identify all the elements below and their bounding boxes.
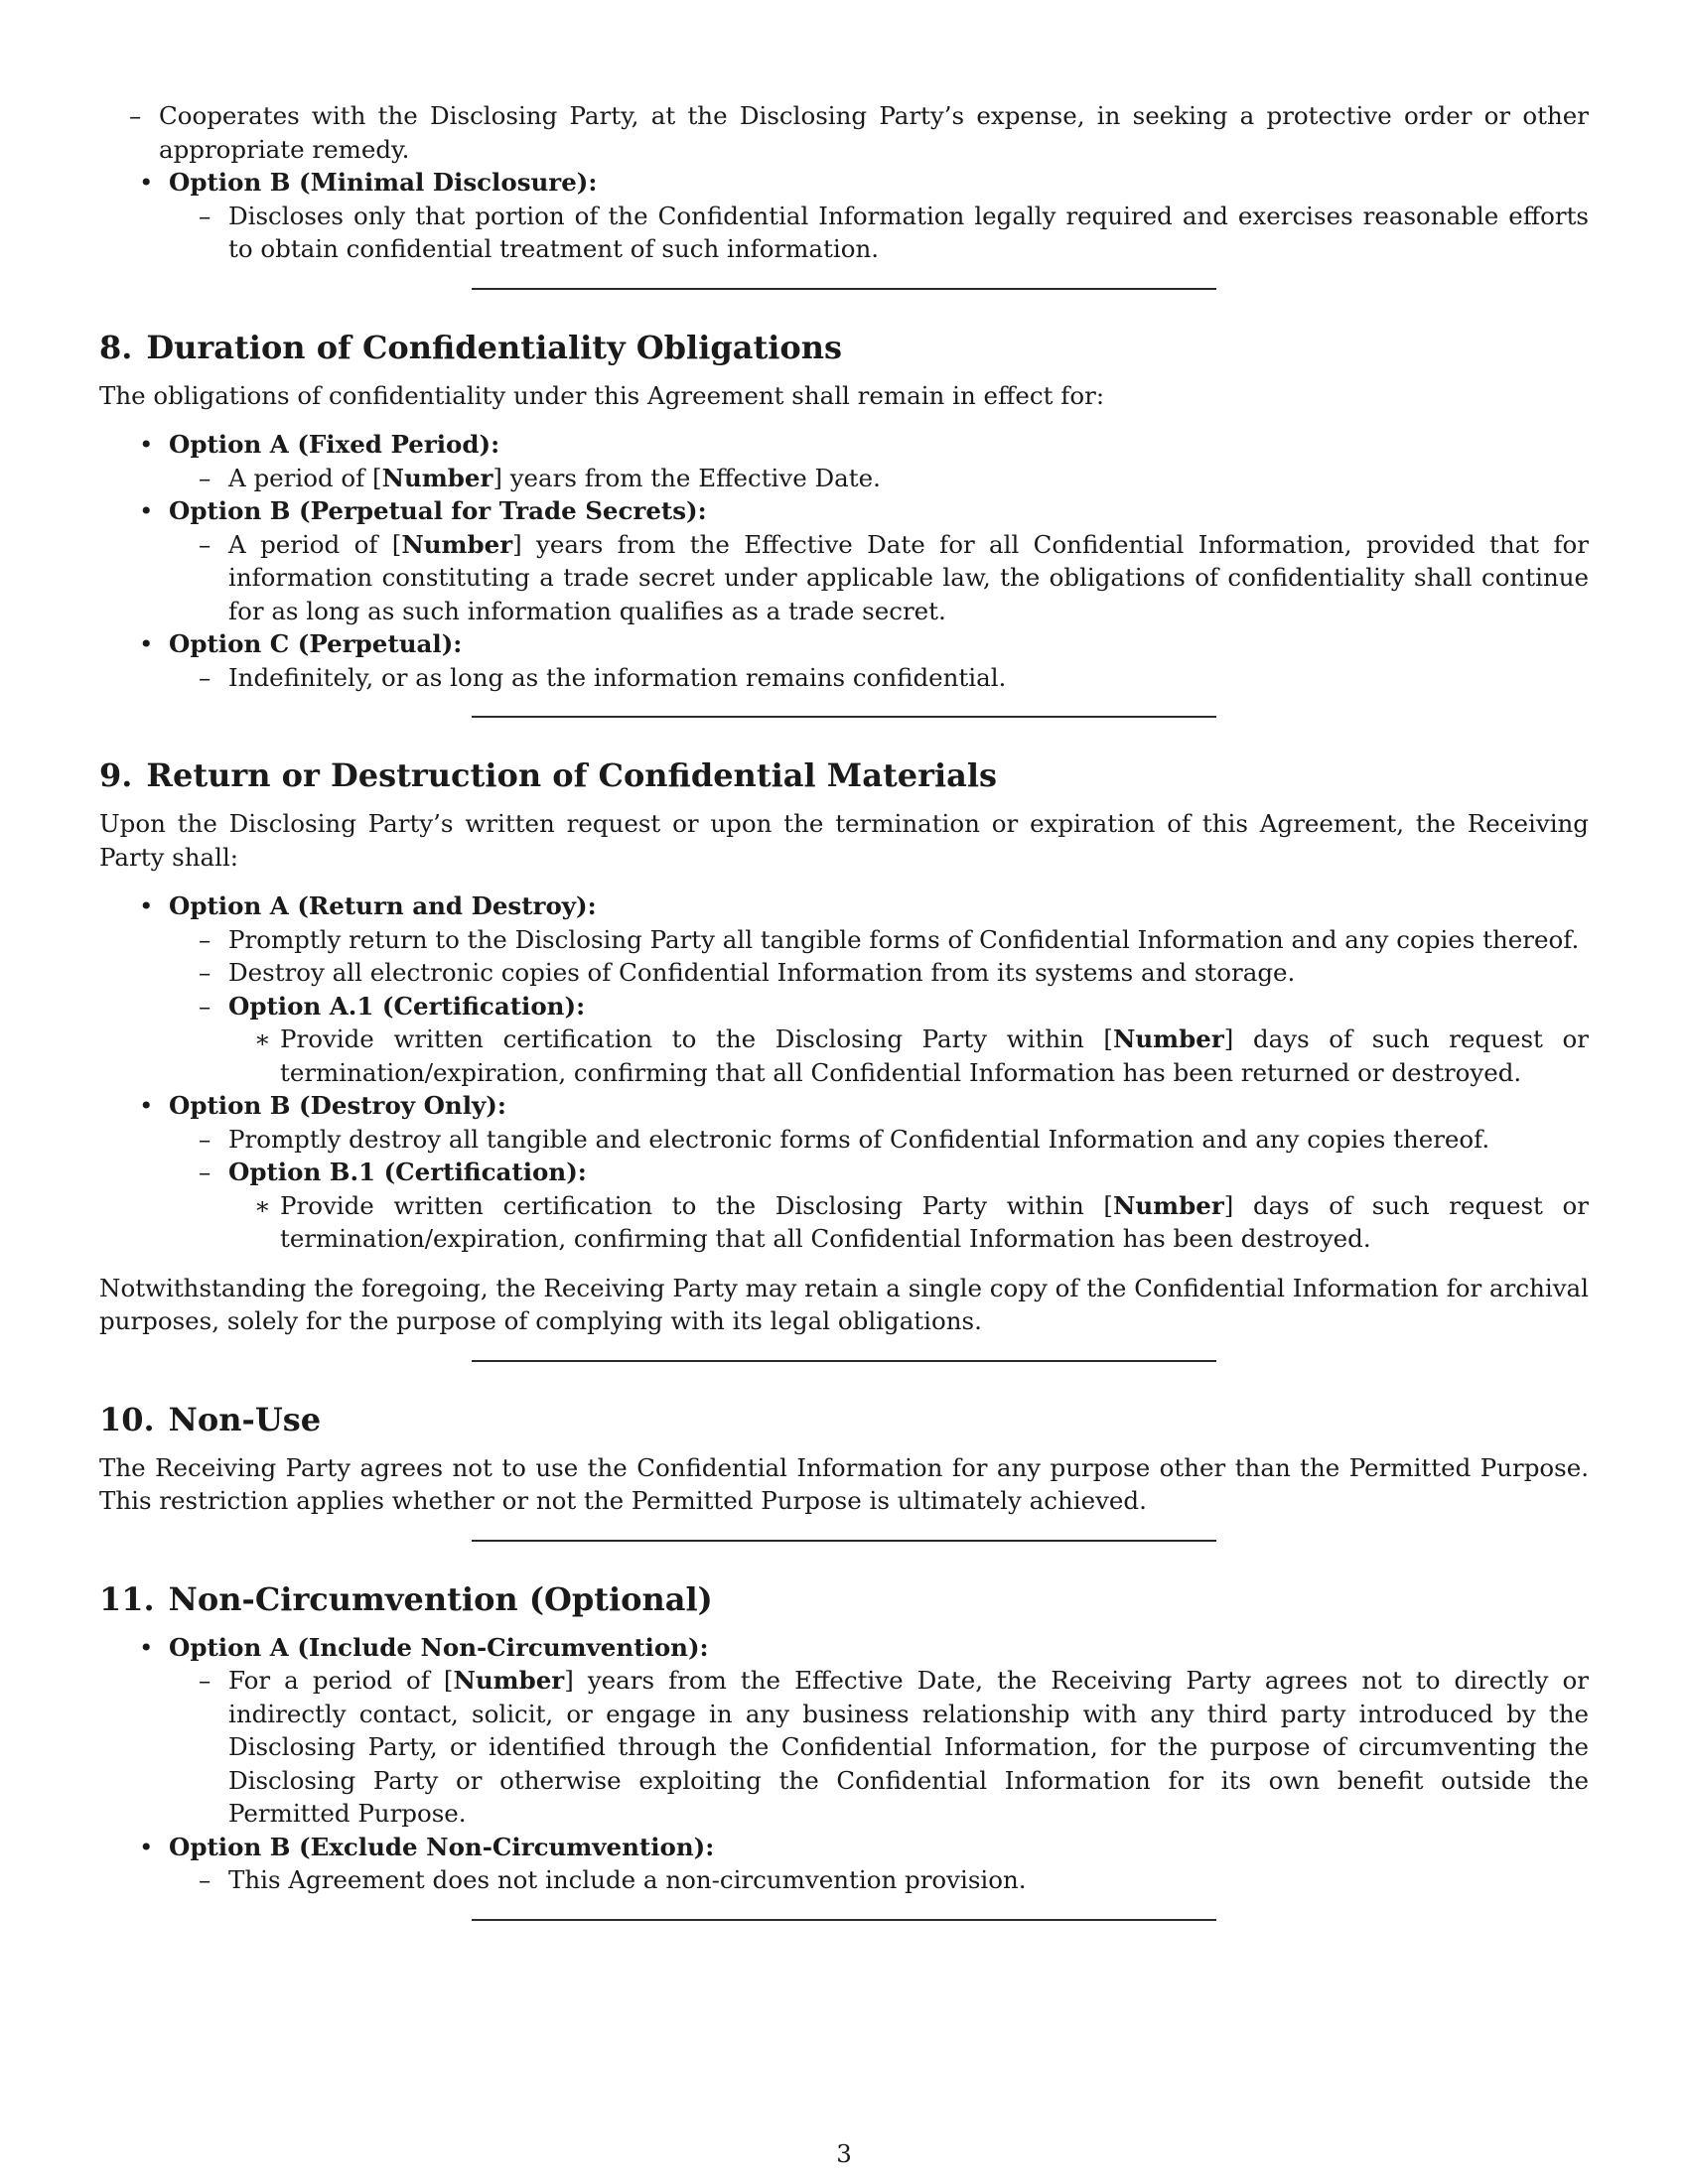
list-item [99, 1831, 1589, 1897]
list-item [99, 428, 1589, 494]
option-label: Option B (Perpetual for Trade Secrets): [169, 496, 707, 525]
section-divider [472, 716, 1216, 718]
list-item: – Indefinitely, or as long as the information remains confidential. [169, 661, 1589, 695]
section-divider [472, 1919, 1216, 1921]
list-item: – Destroy all electronic copies of Confidential Information from its systems and storage. [169, 956, 1589, 990]
section-closing: Notwithstanding the foregoing, the Receiving Party may retain a single copy of the Confidential Information for archival purposes, solely for the purpose of complying with its legal obligations. [99, 1273, 1589, 1335]
list-item [99, 627, 1589, 694]
placeholder: Number [1112, 1024, 1224, 1053]
list-item [99, 494, 1589, 627]
section-heading: 8. Duration of Confidentiality Obligations [99, 328, 843, 366]
intro-sublist [99, 99, 1589, 166]
list-item: – This Agreement does not include a non-circumvention provision. [169, 1863, 1589, 1897]
section-divider [472, 1540, 1216, 1542]
list-item [99, 889, 1589, 1089]
placeholder: Number [1112, 1190, 1224, 1220]
section-text: The Receiving Party agrees not to use the Confidential Information for any purpose other than the Permitted Purpose. This restriction applies whether or not the Permitted Purpose is ultimately achieved. [99, 1452, 1589, 1515]
list-item: ∗ Provide written certification to the Disclosing Party within [Number] days of such request or termination/expiration, confirming that all Confidential Information has been destroyed. [228, 1189, 1589, 1256]
list-item: – Promptly destroy all tangible and electronic forms of Confidential Information and any copies thereof. [169, 1123, 1589, 1157]
list-item: – A period of [Number] years from the Effective Date for all Confidential Information, provided that for information constituting a trade secret under applicable law, the obligations of confidentiality shall continue for as long as such information qualifies as a trade secret. [169, 528, 1589, 628]
intro-option-list [99, 166, 1589, 266]
section-intro: Upon the Disclosing Party’s written request or upon the termination or expiration of this Agreement, the Receiving Party shall: [99, 809, 1589, 872]
list-item: – Promptly return to the Disclosing Party all tangible forms of Confidential Information and any copies thereof. [169, 923, 1589, 957]
section-divider [472, 288, 1216, 290]
option-label: Option A (Include Non-Circumvention): [169, 1632, 709, 1662]
section-divider [472, 1360, 1216, 1362]
option-label: Option B.1 (Certification): [228, 1158, 587, 1186]
section-heading: 9. Return or Destruction of Confidential Materials [99, 756, 997, 794]
list-item [169, 1156, 1589, 1256]
placeholder: Number [453, 1666, 565, 1695]
section-heading: 11. Non-Circumvention (Optional) [99, 1579, 713, 1618]
placeholder: Number [401, 529, 513, 559]
option-label: Option C (Perpetual): [169, 629, 463, 658]
section-intro: The obligations of confidentiality under this Agreement shall remain in effect for: [99, 380, 1105, 410]
list-item: – Discloses only that portion of the Confidential Information legally required and exercises reasonable efforts to obtain confidential treatment of such information. [169, 200, 1589, 266]
placeholder: Number [381, 463, 493, 492]
option-label: Option A (Fixed Period): [169, 430, 500, 459]
option-label: Option B (Destroy Only): [169, 1091, 506, 1120]
option-list [99, 428, 1589, 694]
list-item: – A period of [Number] years from the Effective Date. [169, 462, 1589, 495]
page-number: 3 [836, 2139, 852, 2168]
list-item: – For a period of [Number] years from the Effective Date, the Receiving Party agrees not to directly or indirectly contact, solicit, or engage in any business relationship with any third party introduced by the Disclosing Party, or identified through the Confidential Information, for the purpose of circumventing the Disclosing Party or otherwise exploiting the Confidential Information for its own benefit outside the Permitted Purpose. [169, 1664, 1589, 1831]
option-list [99, 889, 1589, 1256]
list-item [99, 1631, 1589, 1831]
option-list [99, 1631, 1589, 1897]
option-label: Option B (Exclude Non-Circumvention): [169, 1832, 715, 1861]
section-heading: 10. Non-Use [99, 1400, 322, 1438]
list-item: – Cooperates with the Disclosing Party, at the Disclosing Party’s expense, in seeking a protective order or other appropriate remedy. [99, 99, 1589, 166]
list-item: ∗ Provide written certification to the Disclosing Party within [Number] days of such request or termination/expiration, confirming that all Confidential Information has been returned or destroyed. [228, 1023, 1589, 1089]
option-label: Option B (Minimal Disclosure): [169, 168, 598, 197]
option-label: Option A.1 (Certification): [228, 991, 586, 1021]
list-item [99, 166, 1589, 266]
option-label: Option A (Return and Destroy): [169, 891, 597, 920]
document-page [99, 99, 1589, 1921]
list-item [99, 1089, 1589, 1256]
list-item [169, 990, 1589, 1090]
